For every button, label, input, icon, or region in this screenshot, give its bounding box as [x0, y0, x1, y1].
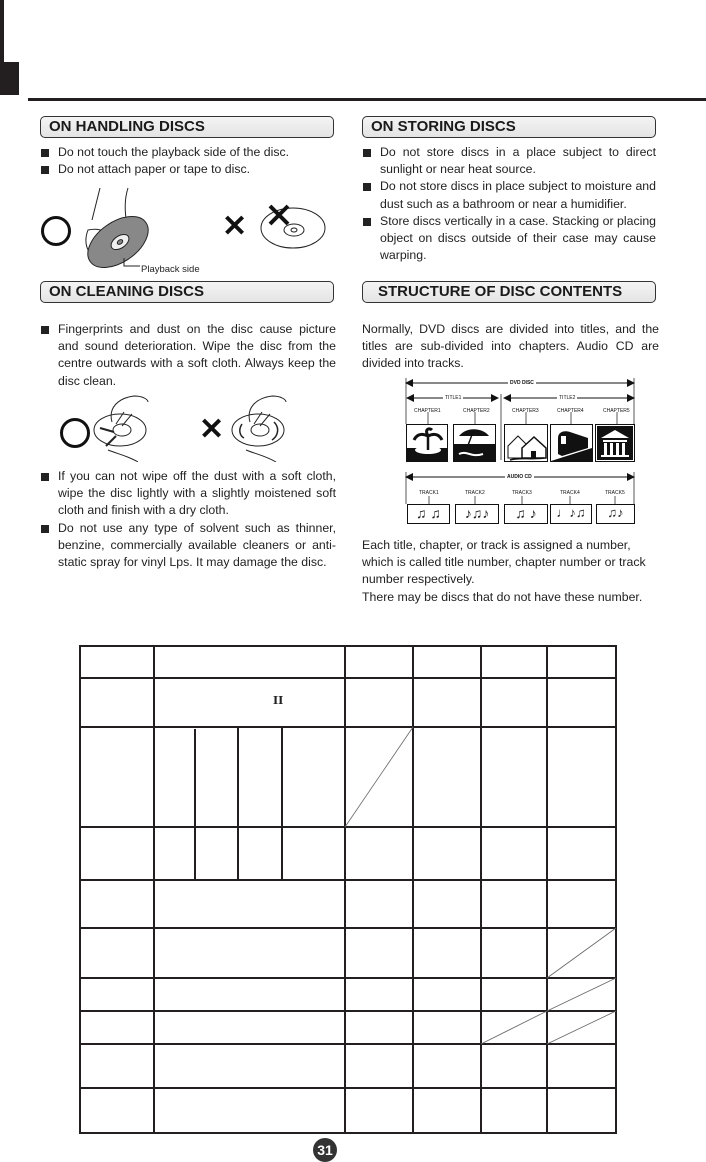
section-title-cleaning: ON CLEANING DISCS — [40, 281, 334, 303]
track-label: TRACK5 — [605, 490, 625, 496]
track-label: TRACK1 — [419, 490, 439, 496]
music-notes-icon: ♪♫♪ — [455, 504, 499, 524]
bullet-item: Do not store discs in a place subject to direct sunlight or near heat source. — [362, 144, 656, 178]
track-label: TRACK4 — [560, 490, 580, 496]
bullet-item: Do not touch the playback side of the disc. — [40, 144, 340, 161]
section-title-handling: ON HANDLING DISCS — [40, 116, 334, 138]
numbering-note: There may be discs that do not have these number. — [362, 589, 643, 604]
table-symbol-ii: II — [273, 694, 284, 707]
section-title-structure: STRUCTURE OF DISC CONTENTS — [362, 281, 656, 303]
chapter-label: CHAPTER4 — [557, 408, 584, 414]
audio-cd-label: AUDIO CD — [507, 474, 532, 480]
track-label: TRACK3 — [512, 490, 532, 496]
bullet-item: Do not attach paper or tape to disc. — [40, 161, 340, 178]
dvd-disc-label: DVD DISC — [510, 380, 534, 386]
structure-intro: Normally, DVD discs are divided into titles, and the titles are sub-divided into chapters. Audio CD are divided into tracks. — [362, 322, 659, 371]
title2-label: TITLE2 — [559, 395, 576, 401]
bullet-item: Store discs vertically in a case. Stacking or placing object on discs outside of their case may cause warping. — [362, 213, 656, 265]
bullet-item: Do not store discs in place subject to moisture and dust such as a bathroom or near a humidifier. — [362, 178, 656, 212]
chapter-label: CHAPTER3 — [512, 408, 539, 414]
chapter-label: CHAPTER1 — [414, 408, 441, 414]
music-notes-icon: ♫ ♫ — [407, 504, 450, 524]
chapter-label: CHAPTER2 — [463, 408, 490, 414]
title1-label: TITLE1 — [445, 395, 462, 401]
music-notes-icon: ♫ ♪ — [504, 504, 548, 524]
numbering-explanation: Each title, chapter, or track is assigned a number, which is called title number, chapter number or track number respectively. — [362, 538, 646, 587]
bullet-item: If you can not wipe off the dust with a soft cloth, wipe the disc lightly with a slightly moistened soft cloth and finish with a dry cloth. — [40, 468, 336, 520]
music-notes-icon: ♫♪ — [596, 504, 635, 524]
bullet-item: Fingerprints and dust on the disc cause picture and sound deterioration. Wipe the disc from the centre outwards with a soft cloth. Always keep the disc clean. — [40, 321, 336, 390]
music-notes-icon: ♩♪♫ — [550, 504, 592, 524]
page-number-badge: 31 — [313, 1138, 337, 1162]
cross-ng-icon: ✕ — [222, 210, 248, 243]
section-title-storing: ON STORING DISCS — [362, 116, 656, 138]
chapter-label: CHAPTER5 — [603, 408, 630, 414]
cross-ng-icon: ✕ — [199, 413, 225, 446]
bullet-item: Do not use any type of solvent such as thinner, benzine, commercially available cleaners or anti-static spray for vinyl Lps. It may damage the disc. — [40, 520, 336, 572]
playback-side-label: Playback side — [141, 264, 200, 275]
track-label: TRACK2 — [465, 490, 485, 496]
